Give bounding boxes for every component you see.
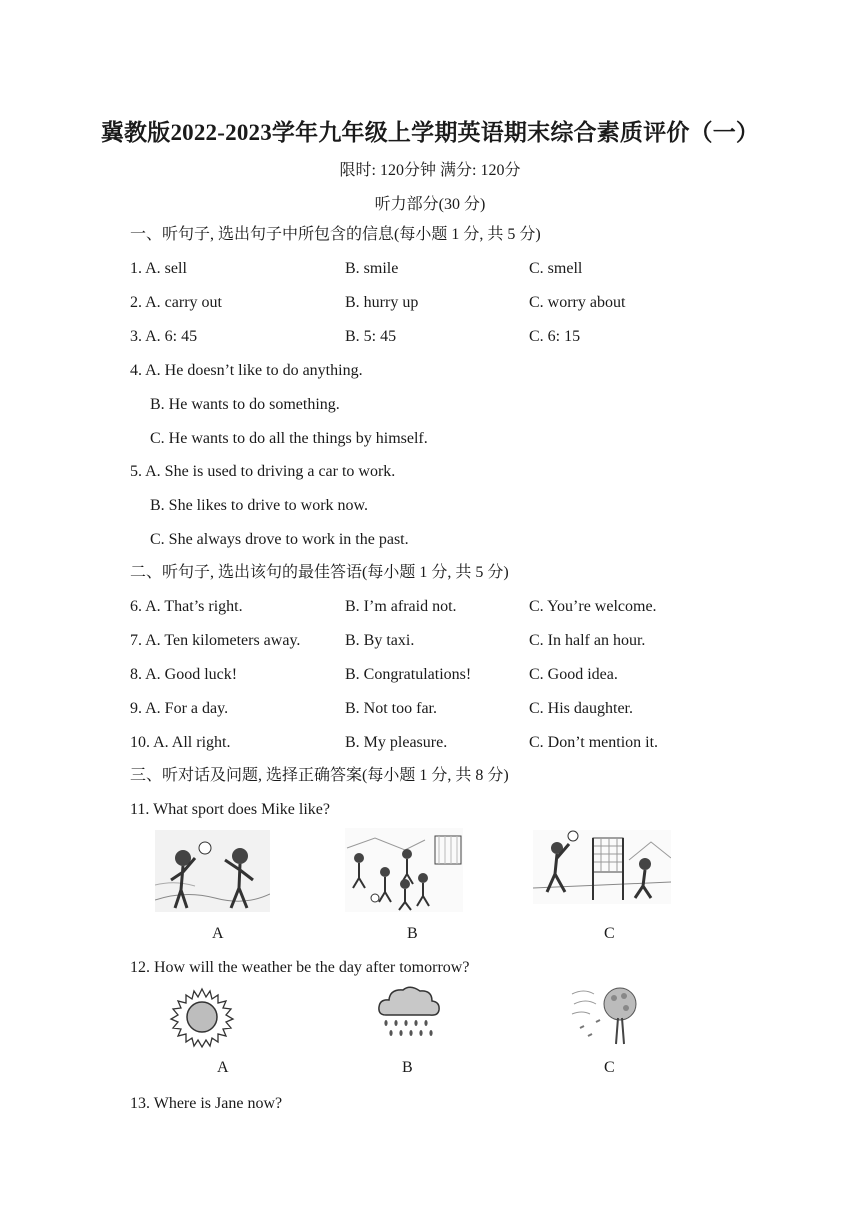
q9-option-a: 9. A. For a day.: [130, 700, 229, 717]
q10-option-b: B. My pleasure.: [345, 734, 448, 751]
q2-option-c: C. worry about: [529, 294, 626, 311]
q8-option-a: 8. A. Good luck!: [130, 666, 238, 683]
q5-option-b: B. She likes to drive to work now.: [150, 497, 369, 514]
q2-option-a: 2. A. carry out: [130, 294, 222, 311]
q6-option-a: 6. A. That’s right.: [130, 598, 243, 615]
listening-part-title: 听力部分(30 分): [374, 196, 486, 213]
q4-option-a: 4. A. He doesn’t like to do anything.: [130, 362, 363, 379]
q1-option-b: B. smile: [345, 260, 399, 277]
q1-option-a: 1. A. sell: [130, 260, 187, 277]
q9-option-c: C. His daughter.: [529, 700, 633, 717]
page-title: 冀教版2022-2023学年九年级上学期英语期末综合素质评价（一）: [100, 120, 760, 145]
q1-option-c: C. smell: [529, 260, 583, 277]
q6-option-b: B. I’m afraid not.: [345, 598, 457, 615]
section-heading-2: 二、听句子, 选出该句的最佳答语(每小题 1 分, 共 5 分): [130, 564, 509, 581]
volleyball-beach-picture: [155, 830, 270, 912]
q11-label-c: C: [604, 925, 615, 942]
q8-option-c: C. Good idea.: [529, 666, 618, 683]
sun-icon: [168, 985, 236, 1049]
time-limit: 限时: 120分钟 满分: 120分: [339, 162, 521, 179]
q9-option-b: B. Not too far.: [345, 700, 437, 717]
q13-stem: 13. Where is Jane now?: [130, 1095, 283, 1112]
windy-tree-icon: [570, 982, 640, 1046]
q5-option-a: 5. A. She is used to driving a car to work.: [130, 463, 396, 480]
q12-label-c: C: [604, 1059, 615, 1076]
q3-option-a: 3. A. 6: 45: [130, 328, 198, 345]
q11-label-b: B: [407, 925, 418, 942]
q7-option-a: 7. A. Ten kilometers away.: [130, 632, 301, 649]
q12-label-b: B: [402, 1059, 413, 1076]
q8-option-b: B. Congratulations!: [345, 666, 472, 683]
soccer-picture: [345, 828, 463, 912]
q3-option-c: C. 6: 15: [529, 328, 581, 345]
q5-option-c: C. She always drove to work in the past.: [150, 531, 409, 548]
q2-option-b: B. hurry up: [345, 294, 419, 311]
q11-label-a: A: [212, 925, 224, 942]
volleyball-net-picture: [533, 830, 671, 904]
q3-option-b: B. 5: 45: [345, 328, 397, 345]
rain-cloud-icon: [376, 985, 442, 1043]
q11-stem: 11. What sport does Mike like?: [130, 801, 330, 818]
q12-label-a: A: [217, 1059, 229, 1076]
q4-option-c: C. He wants to do all the things by himself.: [150, 430, 428, 447]
q10-option-a: 10. A. All right.: [130, 734, 231, 751]
q7-option-b: B. By taxi.: [345, 632, 415, 649]
q4-option-b: B. He wants to do something.: [150, 396, 340, 413]
section-heading-1: 一、听句子, 选出句子中所包含的信息(每小题 1 分, 共 5 分): [130, 226, 541, 243]
q7-option-c: C. In half an hour.: [529, 632, 646, 649]
section-heading-3: 三、听对话及问题, 选择正确答案(每小题 1 分, 共 8 分): [130, 767, 509, 784]
q12-stem: 12. How will the weather be the day after tomorrow?: [130, 959, 470, 976]
q6-option-c: C. You’re welcome.: [529, 598, 657, 615]
q10-option-c: C. Don’t mention it.: [529, 734, 659, 751]
